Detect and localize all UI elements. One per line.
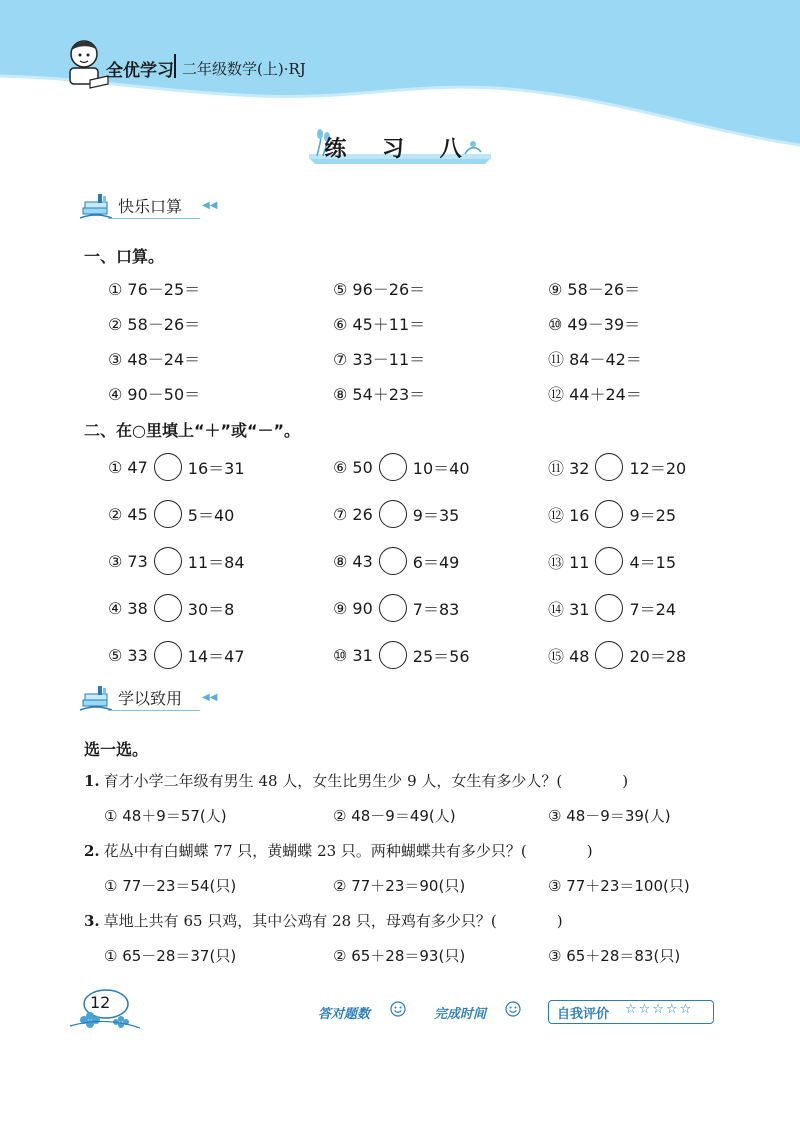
section-header-application — [80, 684, 220, 714]
page-title-text: 练 习 八 — [324, 137, 476, 162]
section-underline — [108, 218, 200, 219]
smiley-icon — [505, 1001, 521, 1017]
operator-fill-item: ⑦ 26 9＝35 — [333, 500, 459, 528]
mental-math-item: ⑦ 33－11＝ — [333, 350, 426, 369]
operator-fill-item: ② 45 5＝40 — [108, 500, 234, 528]
word-problem: 3. 草地上共有 65 只鸡，其中公鸡有 28 只，母鸡有多少只？( ) — [84, 912, 563, 930]
operator-fill-item: ③ 73 11＝84 — [108, 547, 245, 575]
operator-fill-item: ① 47 16＝31 — [108, 453, 245, 481]
operator-fill-item: ⑫ 16 9＝25 — [548, 500, 676, 528]
header-divider — [174, 54, 176, 78]
double-arrow-icon: ◀◀ — [202, 200, 218, 211]
self-evaluation-label: 自我评价 — [557, 1007, 610, 1022]
brand-logo: 全优学习 — [106, 61, 174, 81]
operator-fill-item: ⑮ 48 20＝28 — [548, 641, 686, 669]
mental-math-item: ① 76－25＝ — [108, 280, 201, 299]
choice-option[interactable]: ③ 48－9＝39(人) — [548, 807, 671, 825]
operator-fill-item: ⑤ 33 14＝47 — [108, 641, 245, 669]
choice-option[interactable]: ① 48＋9＝57(人) — [104, 807, 227, 825]
operator-fill-item: ⑬ 11 4＝15 — [548, 547, 676, 575]
choice-option[interactable]: ③ 65＋28＝83(只) — [548, 947, 681, 965]
mental-math-item: ⑥ 45＋11＝ — [333, 315, 426, 334]
answer-circle[interactable] — [154, 453, 182, 481]
student-mascot-icon — [62, 36, 112, 90]
double-arrow-icon: ◀◀ — [202, 692, 218, 703]
operator-fill-item: ⑪ 32 12＝20 — [548, 453, 686, 481]
subject-label: 二年级数学(上)·RJ — [182, 60, 306, 78]
choice-option[interactable]: ③ 77＋23＝100(只) — [548, 877, 690, 895]
answer-circle[interactable] — [595, 453, 623, 481]
operator-fill-item: ⑭ 31 7＝24 — [548, 594, 676, 622]
answer-circle[interactable] — [379, 453, 407, 481]
mental-math-item: ⑫ 44＋24＝ — [548, 385, 642, 404]
smiley-icon — [390, 1001, 406, 1017]
section-label: 学以致用 — [118, 689, 183, 708]
choice-option[interactable]: ① 77－23＝54(只) — [104, 877, 237, 895]
answer-circle[interactable] — [595, 594, 623, 622]
answer-circle[interactable] — [379, 500, 407, 528]
mental-math-item: ⑪ 84－42＝ — [548, 350, 642, 369]
operator-fill-item: ⑥ 50 10＝40 — [333, 453, 470, 481]
question-heading-2: 二、在○里填上“＋”或“－”。 — [84, 421, 301, 440]
word-problem: 2. 花丛中有白蝴蝶 77 只，黄蝴蝶 23 只。两种蝴蝶共有多少只？( ) — [84, 842, 593, 860]
mental-math-item: ⑤ 96－26＝ — [333, 280, 426, 299]
self-evaluation-box — [548, 1000, 714, 1024]
answer-circle[interactable] — [379, 594, 407, 622]
mental-math-item: ② 58－26＝ — [108, 315, 201, 334]
completion-time-label: 完成时间 — [434, 1007, 487, 1022]
choice-option[interactable]: ② 77＋23＝90(只) — [333, 877, 466, 895]
answer-circle[interactable] — [154, 500, 182, 528]
operator-fill-item: ⑩ 31 25＝56 — [333, 641, 470, 669]
answer-circle[interactable] — [154, 547, 182, 575]
star-rating[interactable]: ☆☆☆☆☆ — [625, 1002, 694, 1017]
choice-option[interactable]: ① 65－28＝37(只) — [104, 947, 237, 965]
page-title — [305, 128, 495, 164]
answer-circle[interactable] — [379, 547, 407, 575]
correct-count-label: 答对题数 — [318, 1007, 371, 1022]
operator-fill-item: ⑧ 43 6＝49 — [333, 547, 459, 575]
answer-circle[interactable] — [154, 594, 182, 622]
choice-option[interactable]: ② 48－9＝49(人) — [333, 807, 456, 825]
question-heading-1: 一、口算。 — [84, 247, 165, 266]
operator-fill-item: ④ 38 30＝8 — [108, 594, 234, 622]
mental-math-item: ⑩ 49－39＝ — [548, 315, 641, 334]
page-number: 12 — [90, 993, 111, 1012]
operator-fill-item: ⑨ 90 7＝83 — [333, 594, 459, 622]
section-underline — [108, 710, 200, 711]
answer-circle[interactable] — [595, 641, 623, 669]
question-heading-3: 选一选。 — [84, 740, 149, 759]
choice-option[interactable]: ② 65＋28＝93(只) — [333, 947, 466, 965]
answer-circle[interactable] — [595, 547, 623, 575]
section-label: 快乐口算 — [118, 197, 183, 216]
answer-circle[interactable] — [595, 500, 623, 528]
word-problem: 1. 育才小学二年级有男生 48 人，女生比男生少 9 人，女生有多少人？( ) — [84, 772, 629, 790]
section-header-mental-math — [80, 192, 220, 222]
mental-math-item: ⑨ 58－26＝ — [548, 280, 641, 299]
answer-circle[interactable] — [379, 641, 407, 669]
answer-circle[interactable] — [154, 641, 182, 669]
mental-math-item: ③ 48－24＝ — [108, 350, 201, 369]
mental-math-item: ⑧ 54＋23＝ — [333, 385, 426, 404]
mental-math-item: ④ 90－50＝ — [108, 385, 201, 404]
